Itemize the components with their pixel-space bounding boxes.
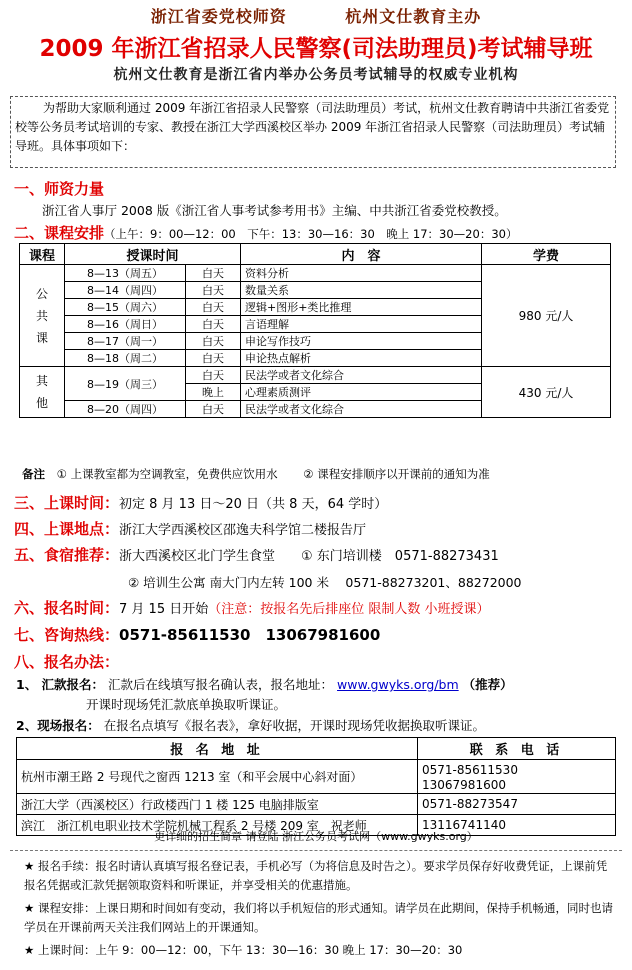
row-slot: 白天 — [186, 401, 241, 418]
address-header-row — [17, 738, 616, 760]
method-remit-label: 1、 汇款报名： — [16, 677, 105, 692]
class-time-text: 初定 8 月 13 日～20 日（共 8 天，64 学时） — [119, 497, 388, 512]
top-banner — [0, 4, 632, 27]
section-lodging-title: 五、食宿推荐： — [14, 546, 120, 564]
section-class-time — [14, 492, 387, 513]
method-remit-tail: （推荐） — [462, 677, 513, 692]
course-group-label: 其他 — [35, 374, 48, 410]
hotline-numbers: 0571-85611530 13067981600 — [119, 626, 381, 644]
table-row — [17, 760, 616, 794]
fee-other: 430 元/人 — [482, 367, 611, 418]
course-group-label: 公共课 — [35, 286, 48, 345]
banner-right: 杭州文仕教育主办 — [345, 7, 482, 26]
fee-public: 980 元/人 — [482, 265, 611, 367]
row-slot: 晚上 — [186, 384, 241, 401]
row-content: 民法学或者文化综合 — [241, 367, 482, 384]
footer-note-3: ★ 上课时间：上午 9：00—12：00，下午 13：30—16：30 晚上 17：30—20：30 — [24, 943, 463, 957]
header-content: 内 容 — [241, 244, 482, 265]
footer-note-1: ★ 报名手续：报名时请认真填写报名登记表，手机必写（为将信息及时告之）。要求学员保存好收费凭证，上课前凭报名凭据或汇款凭据领取资料和听课证，并享受相关的优惠措施。 — [24, 859, 608, 892]
schedule-table — [19, 243, 611, 418]
registration-warning: （注意：按报名先后排座位 限制人数 小班授课） — [208, 602, 490, 617]
row-slot: 白天 — [186, 265, 241, 282]
course-group-other — [20, 367, 65, 418]
row-date: 8—17（周一） — [65, 333, 186, 350]
section-location — [14, 518, 366, 539]
address-cell: 滨江 浙江机电职业技术学院机械工程系 2 号楼 209 室 祝老师 — [17, 815, 418, 836]
phone-cell: 0571-85611530 13067981600 — [418, 760, 616, 794]
registration-time-text: 7 月 15 日开始 — [119, 602, 209, 617]
row-content: 申论写作技巧 — [241, 333, 482, 350]
phone-cell: 13116741140 — [418, 815, 616, 836]
address-header: 报 名 地 址 — [17, 738, 418, 760]
section-hotline-title: 七、咨询热线： — [14, 626, 120, 644]
row-date: 8—13（周五） — [65, 265, 186, 282]
row-content: 言语理解 — [241, 316, 482, 333]
schedule-times-note: （上午：9：00—12：00 下午：13：30—16：30 晚上 17：30—20：30） — [104, 227, 518, 241]
table-row — [20, 265, 611, 282]
schedule-header-row — [20, 244, 611, 265]
method-onsite-label: 2、现场报名： — [16, 718, 100, 733]
section-registration-method: 八、报名办法： — [14, 653, 120, 671]
section-schedule-title: 二、课程安排 — [14, 224, 105, 242]
note-1: ① 上课教室都为空调教室，免费供应饮用水 — [56, 467, 278, 481]
intro-text: 为帮助大家顺利通过 2009 年浙江省招录人民警察（司法助理员）考试，杭州文仕教育聘请中共浙江省委党校等公务员考试培训的专家、教授在浙江大学西溪校区举办 2009 年浙江省招录人民警察（司法助理员）考试辅导班。具体事项如下： — [15, 101, 610, 153]
note-2: ② 课程安排顺序以开课前的通知为准 — [303, 467, 490, 481]
row-date: 8—14（周四） — [65, 282, 186, 299]
row-date: 8—15（周六） — [65, 299, 186, 316]
row-slot: 白天 — [186, 299, 241, 316]
method-onsite — [16, 716, 485, 734]
section-hotline — [14, 624, 380, 645]
header-time: 授课时间 — [65, 244, 241, 265]
schedule-notes — [22, 466, 490, 482]
section-schedule — [14, 222, 517, 243]
section-lodging — [14, 544, 499, 565]
row-slot: 白天 — [186, 367, 241, 384]
method-onsite-text: 在报名点填写《报名表》，拿好收据，开课时现场凭收据换取听课证。 — [103, 718, 485, 733]
intro-box — [10, 96, 616, 168]
row-content: 逻辑+图形+类比推理 — [241, 299, 482, 316]
row-slot: 白天 — [186, 282, 241, 299]
location-text: 浙江大学西溪校区邵逸夫科学馆二楼报告厅 — [119, 523, 367, 538]
lodging-text: 浙大西溪校区北门学生食堂 ① 东门培训楼 0571-88273431 — [119, 549, 499, 564]
footer-note-2: ★ 课程安排：上课日期和时间如有变动，我们将以手机短信的形式通知。请学员在此期间，保持手机畅通，同时也请学员在开课前两天关注我们网站上的开课通知。 — [24, 901, 613, 934]
course-group-public — [20, 265, 65, 367]
row-slot: 白天 — [186, 316, 241, 333]
more-info-text: 更详细的招生简章 请登陆 浙江公务员考试网（www.gwyks.org） — [154, 830, 478, 843]
row-content: 心理素质测评 — [241, 384, 482, 401]
table-row — [20, 367, 611, 384]
method-remit — [16, 675, 513, 693]
section-class-time-title: 三、上课时间： — [14, 494, 120, 512]
table-row — [17, 794, 616, 815]
address-table — [16, 737, 616, 836]
row-date: 8—16（周日） — [65, 316, 186, 333]
phone-header: 联 系 电 话 — [418, 738, 616, 760]
section-faculty-text: 浙江省人事厅 2008 版《浙江省人事考试参考用书》主编、中共浙江省委党校教授。 — [42, 203, 507, 218]
section-location-title: 四、上课地点： — [14, 520, 120, 538]
row-content: 数量关系 — [241, 282, 482, 299]
row-date: 8—20（周四） — [65, 401, 186, 418]
row-date: 8—19（周三） — [65, 367, 186, 401]
row-date: 8—18（周二） — [65, 350, 186, 367]
lodging-text-2: ② 培训生公寓 南大门内左转 100 米 0571-88273201、88272000 — [128, 575, 522, 590]
section-registration-time — [14, 597, 490, 618]
row-slot: 白天 — [186, 333, 241, 350]
row-content: 资料分析 — [241, 265, 482, 282]
notes-label: 备注 — [22, 467, 45, 481]
section-faculty-title: 一、师资力量 — [14, 180, 105, 198]
method-remit-line2: 开课时现场凭汇款底单换取听课证。 — [86, 697, 287, 712]
method-remit-text: 汇款后在线填写报名确认表，报名地址： — [108, 677, 334, 692]
registration-link[interactable]: www.gwyks.org/bm — [337, 677, 459, 692]
header-fee: 学费 — [482, 244, 611, 265]
header-course: 课程 — [20, 244, 65, 265]
row-content: 民法学或者文化综合 — [241, 401, 482, 418]
row-content: 申论热点解析 — [241, 350, 482, 367]
page-subtitle: 杭州文仕教育是浙江省内举办公务员考试辅导的权威专业机构 — [113, 67, 519, 83]
address-cell: 杭州市潮王路 2 号现代之窗西 1213 室（和平会展中心斜对面） — [17, 760, 418, 794]
section-registration-time-title: 六、报名时间： — [14, 599, 120, 617]
banner-left: 浙江省委党校师资 — [150, 7, 287, 26]
phone-cell: 0571-88273547 — [418, 794, 616, 815]
footer-notes — [10, 850, 622, 968]
address-cell: 浙江大学（西溪校区）行政楼西门 1 楼 125 电脑排版室 — [17, 794, 418, 815]
page-title: 2009 年浙江省招录人民警察(司法助理员)考试辅导班 — [39, 36, 593, 62]
row-slot: 白天 — [186, 350, 241, 367]
